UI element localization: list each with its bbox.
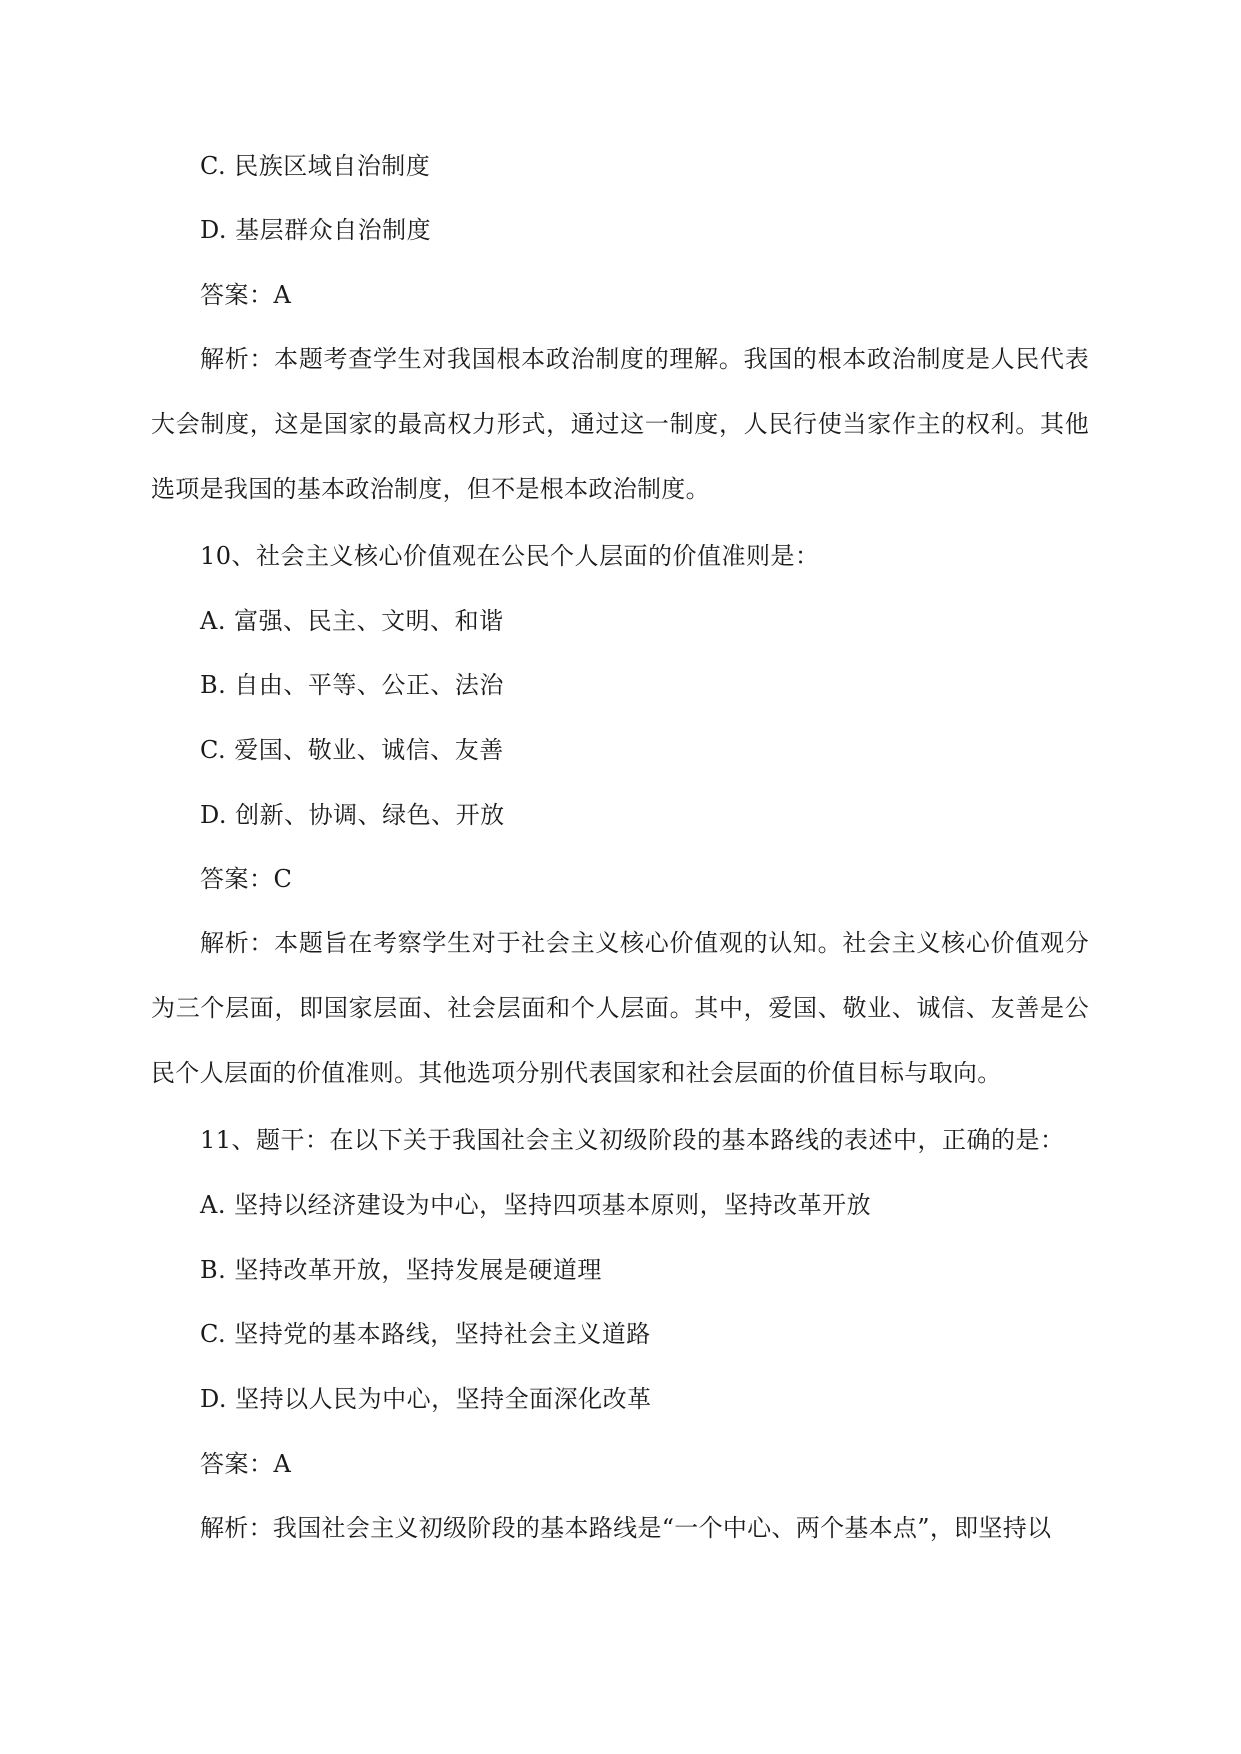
q10-option-a: A. 富强、民主、文明、和谐 [200, 607, 504, 635]
q11-option-b: B. 坚持改革开放，坚持发展是硬道理 [200, 1256, 602, 1284]
q9-option-d: D. 基层群众自治制度 [200, 216, 432, 244]
q10-option-d: D. 创新、协调、绿色、开放 [200, 801, 505, 829]
q10-option-b: B. 自由、平等、公正、法治 [200, 671, 504, 699]
q9-answer: 答案：A [200, 281, 292, 309]
q11-option-a: A. 坚持以经济建设为中心，坚持四项基本原则，坚持改革开放 [200, 1191, 872, 1219]
q11-analysis: 解析：我国社会主义初级阶段的基本路线是“一个中心、两个基本点”，即坚持以 [200, 1514, 1052, 1542]
q11-answer: 答案：A [200, 1450, 292, 1478]
q11-stem: 11、题干：在以下关于我国社会主义初级阶段的基本路线的表述中，正确的是： [200, 1126, 1065, 1154]
q10-answer: 答案：C [200, 865, 293, 893]
q9-analysis: 解析：本题考查学生对我国根本政治制度的理解。我国的根本政治制度是人民代表大会制度，这是国家的最高权力形式，通过这一制度，人民行使当家作主的权利。其他选项是我国的基本政治制度，但不是根本政治制度。 [151, 345, 1089, 503]
q10-option-c: C. 爱国、敬业、诚信、友善 [200, 736, 504, 764]
q10-analysis: 解析：本题旨在考察学生对于社会主义核心价值观的认知。社会主义核心价值观分为三个层面，即国家层面、社会层面和个人层面。其中，爱国、敬业、诚信、友善是公民个人层面的价值准则。其他选项分别代表国家和社会层面的价值目标与取向。 [151, 929, 1089, 1087]
q10-stem: 10、社会主义核心价值观在公民个人层面的价值准则是： [200, 542, 820, 570]
q11-option-d: D. 坚持以人民为中心，坚持全面深化改革 [200, 1385, 652, 1413]
q9-option-c: C. 民族区域自治制度 [200, 152, 431, 180]
q11-option-c: C. 坚持党的基本路线，坚持社会主义道路 [200, 1320, 651, 1348]
